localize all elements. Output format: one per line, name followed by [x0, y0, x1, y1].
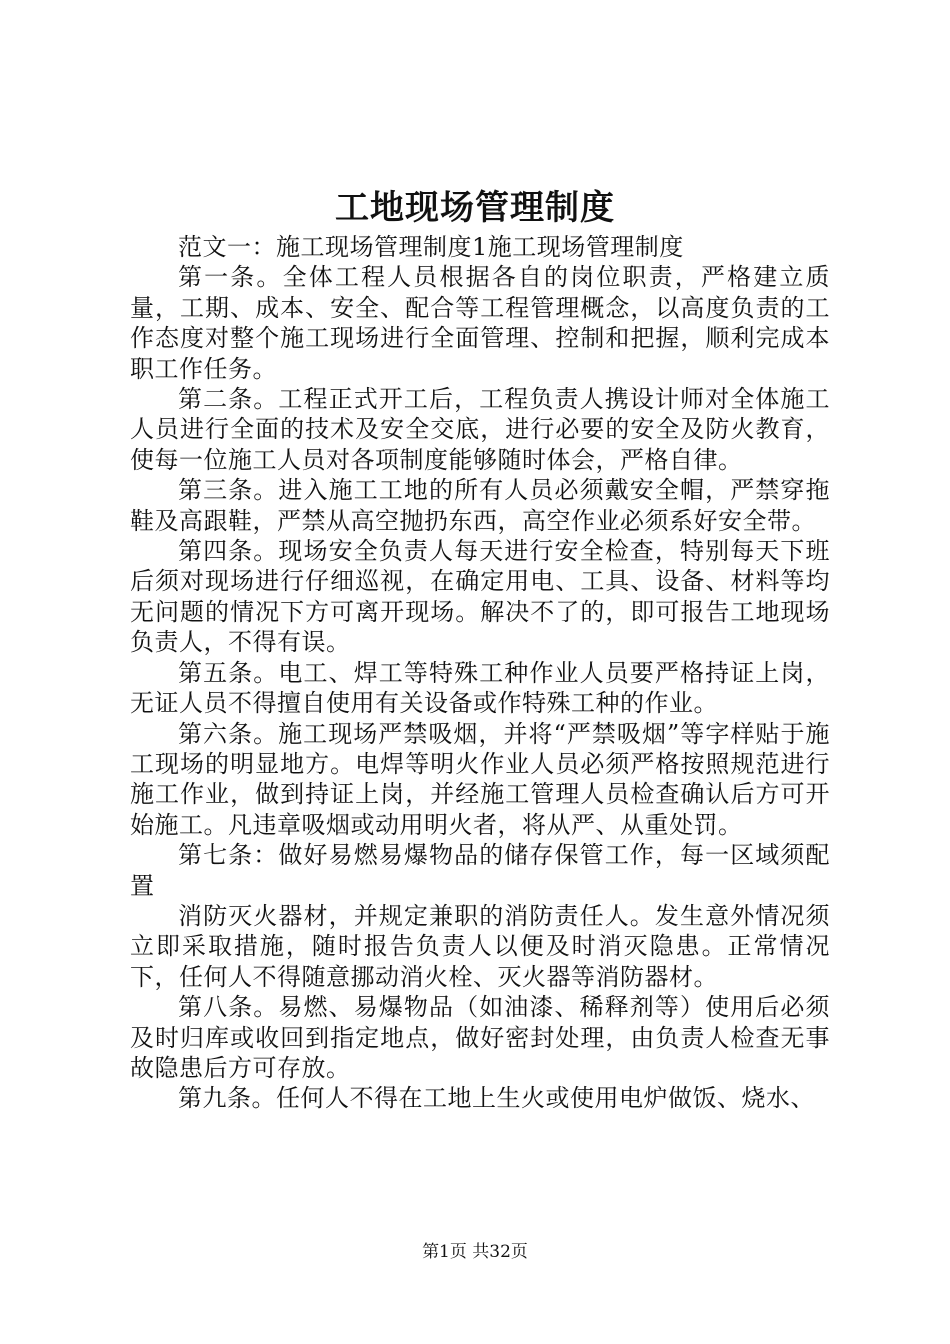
document-body [130, 232, 830, 1114]
paragraph-article-7: 第七条：做好易燃易爆物品的储存保管工作，每一区域须配置 [130, 841, 830, 900]
paragraph-article-6: 第六条。施工现场严禁吸烟，并将“严禁吸烟”等字样贴于施工现场的明显地方。电焊等明火作业人员必须严格按照规范进行施工作业，做到持证上岗，并经施工管理人员检查确认后方可开始施工。凡违章吸烟或动用明火者，将从严、从重处罚。 [130, 719, 830, 839]
page-footer: 第1页 共32页 [422, 1242, 528, 1262]
paragraph-article-9: 第九条。任何人不得在工地上生火或使用电炉做饭、烧水、 [178, 1084, 815, 1113]
paragraph-article-7-continued: 消防灭火器材，并规定兼职的消防责任人。发生意外情况须立即采取措施，随时报告负责人以便及时消灭隐患。正常情况下，任何人不得随意挪动消火栓、灭火器等消防器材。 [130, 901, 830, 991]
paragraph-article-3: 第三条。进入施工工地的所有人员必须戴安全帽，严禁穿拖鞋及高跟鞋，严禁从高空抛扔东西，高空作业必须系好安全带。 [130, 476, 830, 535]
paragraph-article-4: 第四条。现场安全负责人每天进行安全检查，特别每天下班后须对现场进行仔细巡视，在确定用电、工具、设备、材料等均无问题的情况下方可离开现场。解决不了的，即可报告工地现场负责人，不得有误。 [130, 537, 830, 657]
paragraph-article-8: 第八条。易燃、易爆物品（如油漆、稀释剂等）使用后必须及时归库或收回到指定地点，做好密封处理，由负责人检查无事故隐患后方可存放。 [130, 993, 830, 1082]
paragraph-article-1: 第一条。全体工程人员根据各自的岗位职责，严格建立质量，工期、成本、安全、配合等工程管理概念，以高度负责的工作态度对整个施工现场进行全面管理、控制和把握，顺利完成本职工作任务。 [130, 263, 830, 383]
paragraph-article-5: 第五条。电工、焊工等特殊工种作业人员要严格持证上岗，无证人员不得擅自使用有关设备或作特殊工种的作业。 [130, 658, 830, 718]
page-title: 工地现场管理制度 [335, 188, 615, 228]
paragraph-intro: 范文一：施工现场管理制度1施工现场管理制度 [178, 233, 684, 261]
paragraph-article-2: 第二条。工程正式开工后，工程负责人携设计师对全体施工人员进行全面的技术及安全交底，进行必要的安全及防火教育，使每一位施工人员对各项制度能够随时体会，严格自律。 [130, 385, 830, 474]
